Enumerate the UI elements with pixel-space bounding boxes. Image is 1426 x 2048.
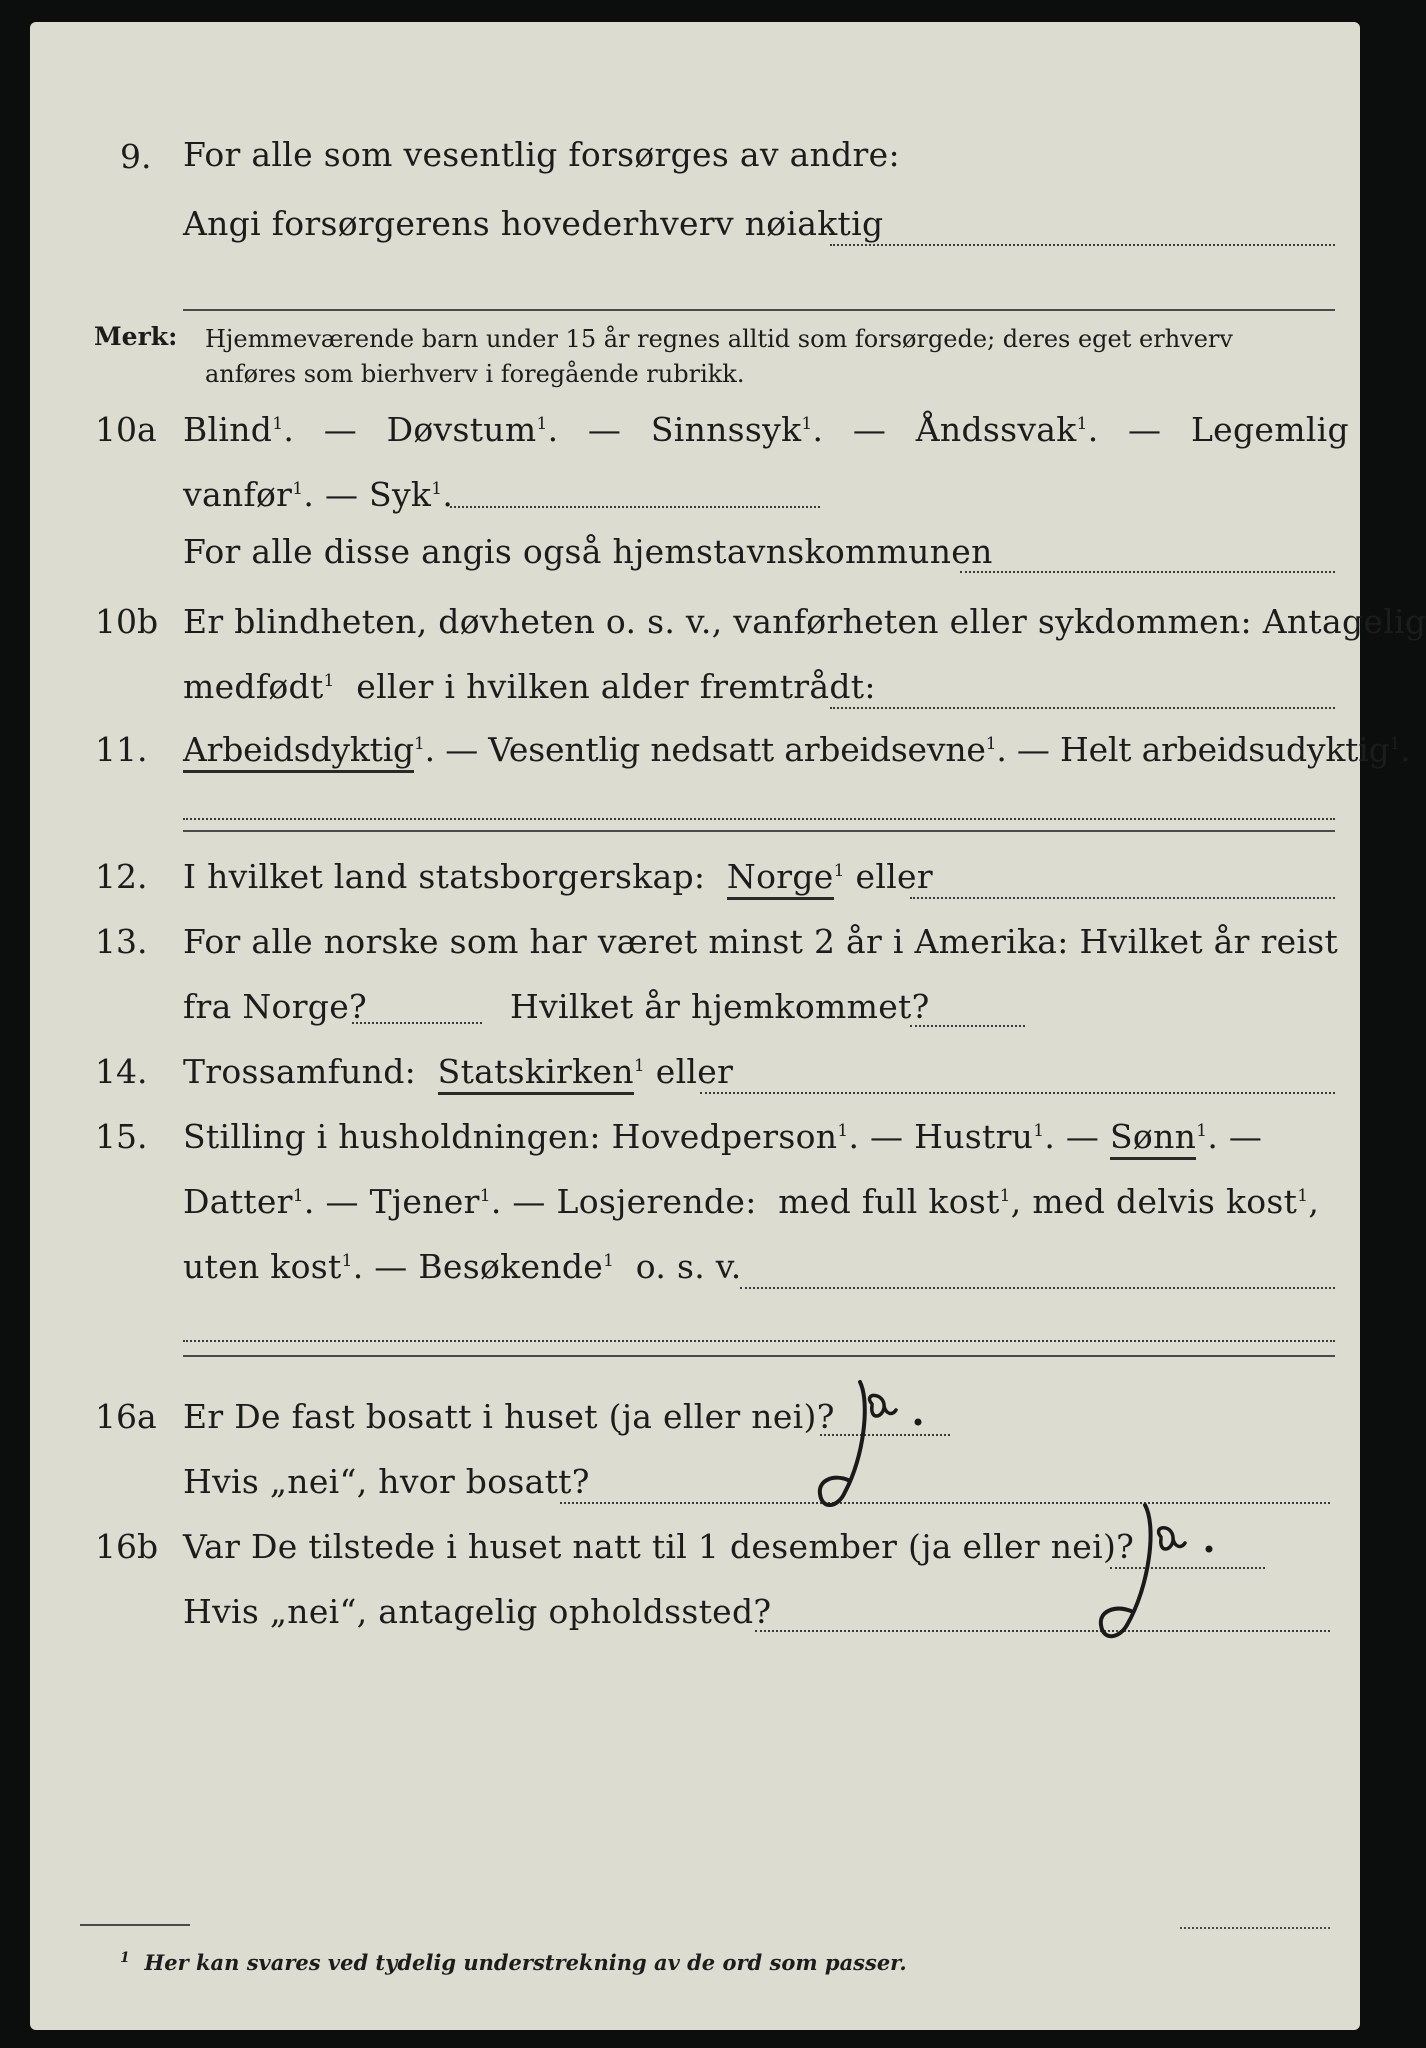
q10b-number: 10b xyxy=(95,602,159,641)
q9-answer-line-2 xyxy=(183,309,1335,311)
q15-sonn-underlined: Sønn xyxy=(1110,1117,1196,1160)
q16a-number: 16a xyxy=(95,1397,157,1436)
q16a-line2: Hvis „nei“, hvor bosatt? xyxy=(183,1462,590,1501)
q14-text: Trossamfund: xyxy=(183,1052,417,1091)
footnote-mark: 1 xyxy=(603,1251,615,1271)
q15-tjener: Tjener xyxy=(369,1182,480,1221)
q11-rule xyxy=(183,830,1335,832)
footnote-text: Her kan svares ved tydelig understrekning av de ord som passer. xyxy=(144,1950,907,1975)
q10a-number: 10a xyxy=(95,410,157,449)
q15-answer-line xyxy=(740,1287,1335,1289)
footnote-mark: 1 xyxy=(837,1121,849,1141)
q11-line: Arbeidsdyktig$^1$. — Vesentlig nedsatt arbeidsevne$^1$. — Helt arbeidsudyktig$^1$. xyxy=(183,730,1410,769)
q9-answer-line xyxy=(830,244,1335,246)
footnote-mark: 1 xyxy=(999,1186,1011,1206)
footnote-right-line xyxy=(1180,1927,1330,1929)
q10b-answer-line xyxy=(830,707,1335,709)
q15-rule xyxy=(183,1355,1335,1357)
q11-arbeidsdyktig-underlined: Arbeidsdyktig xyxy=(183,730,414,773)
q16b-line1: Var De tilstede i huset natt til 1 desember (ja eller nei)? xyxy=(183,1527,1135,1566)
q11-number: 11. xyxy=(95,730,148,769)
footnote-mark: 1 xyxy=(431,479,443,499)
q12-number: 12. xyxy=(95,857,148,896)
footnote-mark: 1 xyxy=(272,414,284,434)
q13-fra: fra Norge? xyxy=(183,987,368,1026)
footnote-mark: 1 xyxy=(1033,1121,1045,1141)
footnote-mark: 1 xyxy=(985,734,997,754)
q10b-line2 xyxy=(183,667,876,706)
q11-helt: Helt arbeidsudyktig xyxy=(1060,730,1390,769)
footnote-mark: 1 xyxy=(323,671,335,691)
q11-vesentlig: Vesentlig nedsatt arbeidsevne xyxy=(488,730,986,769)
q10a-andssvak: Åndssvak xyxy=(915,410,1077,449)
q10a-syk: Syk xyxy=(369,475,432,514)
footnote-mark: 1 xyxy=(413,734,425,754)
footnote-mark: 1 xyxy=(833,861,845,881)
q9-line2: Angi forsørgerens hovederhverv nøiaktig xyxy=(183,204,884,243)
q10a-line2: vanfør$^1$. — Syk$^1$. xyxy=(183,475,454,514)
footnote-mark: 1 xyxy=(479,1186,491,1206)
q14-statskirken-underlined: Statskirken xyxy=(438,1052,634,1095)
q13-reist-line xyxy=(352,1022,482,1024)
q10a-vanfor: vanfør xyxy=(183,475,293,514)
q12-answer-line xyxy=(910,897,1335,899)
q16b-line2: Hvis „nei“, antagelig opholdssted? xyxy=(183,1592,772,1631)
q16a-handwritten-answer xyxy=(800,1362,980,1522)
footnote-mark: 1 xyxy=(1297,1186,1309,1206)
q15-datter: Datter xyxy=(183,1182,293,1221)
q10a-blind: Blind xyxy=(183,410,273,449)
footnote-separator xyxy=(80,1924,190,1926)
q15-besokende: Besøkende xyxy=(418,1247,604,1286)
q10b-line1: Er blindheten, døvheten o. s. v., vanførheten eller sykdommen: Antagelig xyxy=(183,602,1426,641)
q15-med-delvis-kost: med delvis kost xyxy=(1032,1182,1298,1221)
q15-losjerende: Losjerende: xyxy=(556,1182,757,1221)
q10a-line1: Blind$^1$. — Døvstum$^1$. — Sinnssyk$^1$. — Åndssvak$^1$. — Legemlig xyxy=(183,410,1349,449)
q9-line1: For alle som vesentlig forsørges av andre: xyxy=(183,135,900,174)
merk-line1: Hjemmeværende barn under 15 år regnes alltid som forsørgede; deres eget erhverv xyxy=(205,325,1233,353)
q10a-sinnssyk: Sinnssyk xyxy=(650,410,802,449)
footnote-mark: 1 xyxy=(292,1186,304,1206)
q10a-dovstum: Døvstum xyxy=(386,410,537,449)
q12-text: I hvilket land statsborgerskap: xyxy=(183,857,706,896)
q15-line1: Stilling i husholdningen: Hovedperson$^1$. — Hustru$^1$. — Sønn$^1$. — xyxy=(183,1117,1262,1156)
q10a-hjemstavn-line xyxy=(960,571,1335,573)
q14-number: 14. xyxy=(95,1052,148,1091)
footnote xyxy=(120,1950,907,1975)
q11-answer-line xyxy=(183,818,1335,820)
footnote-mark: 1 xyxy=(341,1251,353,1271)
footnote-mark: 1 xyxy=(633,1056,645,1076)
q15-med-full-kost: med full kost xyxy=(778,1182,1000,1221)
q9-number: 9. xyxy=(120,137,152,176)
q13-hjem: Hvilket år hjemkommet? xyxy=(510,987,930,1026)
footnote-mark: 1 xyxy=(1389,734,1401,754)
q12-eller: eller xyxy=(855,857,933,896)
q10a-answer-line xyxy=(450,506,820,508)
q16b-handwritten-answer xyxy=(1075,1487,1275,1657)
q14-answer-line xyxy=(700,1092,1335,1094)
merk-line2: anføres som bierhverv i foregående rubrikk. xyxy=(205,360,745,388)
footnote-mark: 1 xyxy=(536,414,548,434)
footnote-mark: 1 xyxy=(801,414,813,434)
q15-hustru: Hustru xyxy=(914,1117,1034,1156)
q15-line2: Datter$^1$. — Tjener$^1$. — Losjerende: med full kost$^1$, med delvis kost$^1$, xyxy=(183,1182,1320,1221)
census-form-page xyxy=(30,22,1426,2030)
q13-line1: For alle norske som har været minst 2 år i Amerika: Hvilket år reist xyxy=(183,922,1339,961)
footnote-mark: 1 xyxy=(1196,1121,1208,1141)
q15-number: 15. xyxy=(95,1117,148,1156)
q14-line xyxy=(183,1052,733,1091)
footnote-mark: 1 xyxy=(292,479,304,499)
q10a-legemlig: Legemlig xyxy=(1190,410,1349,449)
q15-uten-kost: uten kost xyxy=(183,1247,342,1286)
footnote-mark: 1 xyxy=(1076,414,1088,434)
q13-hjemkommet-line xyxy=(910,1025,1025,1027)
q15-osv: o. s. v. xyxy=(635,1247,742,1286)
q16b-number: 16b xyxy=(95,1527,159,1566)
q15-hovedperson: Stilling i husholdningen: Hovedperson xyxy=(183,1117,838,1156)
q16a-line1: Er De fast bosatt i huset (ja eller nei)? xyxy=(183,1397,835,1436)
merk-label: Merk: xyxy=(94,322,178,351)
q10b-medfodt: medfødt xyxy=(183,667,324,706)
q14-eller: eller xyxy=(655,1052,734,1091)
q10b-line2-rest: eller i hvilken alder fremtrådt: xyxy=(356,667,876,706)
q13-number: 13. xyxy=(95,922,148,961)
footnote-marker: 1 xyxy=(120,1950,130,1966)
q15-answer-line-2 xyxy=(183,1340,1335,1342)
q12-line xyxy=(183,857,933,896)
q10a-line3: For alle disse angis også hjemstavnskommunen xyxy=(183,532,993,571)
q12-norge-underlined: Norge xyxy=(727,857,834,900)
q15-line3: uten kost$^1$. — Besøkende$^1$ o. s. v. xyxy=(183,1247,742,1286)
